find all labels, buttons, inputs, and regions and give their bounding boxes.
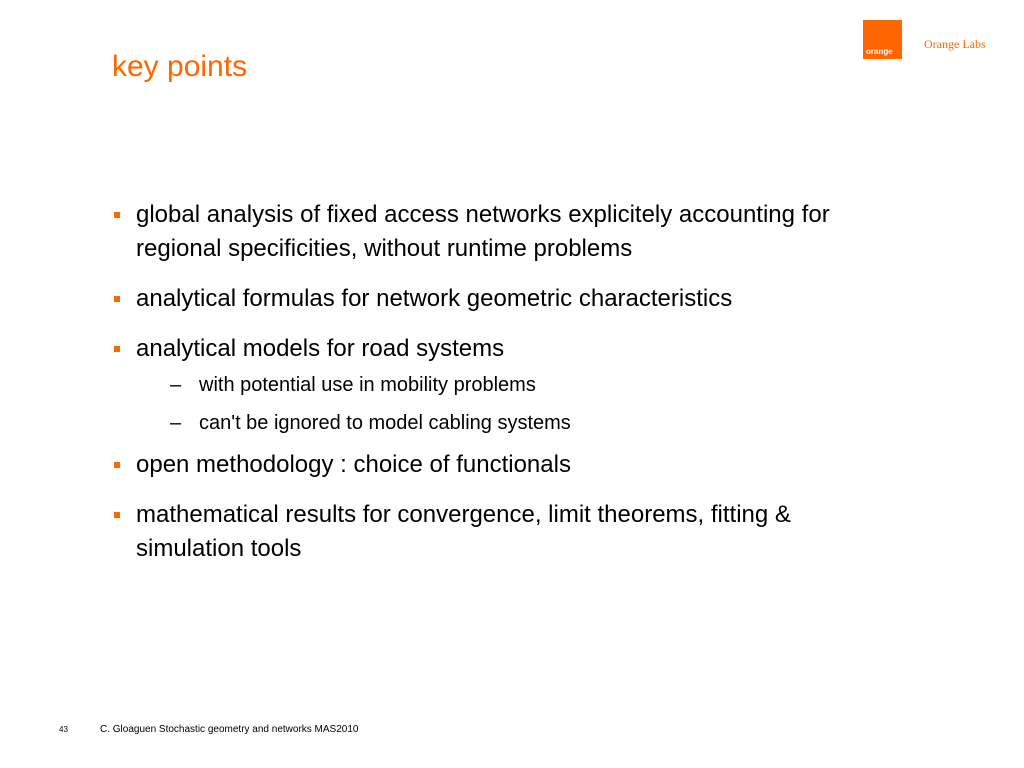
dash-marker: – (170, 374, 182, 396)
page-number: 43 (59, 725, 68, 734)
sub-bullet-text: with potential use in mobility problems (199, 374, 536, 396)
sub-bullet-list (112, 372, 902, 436)
sub-list-container (112, 372, 902, 436)
bullet-item (112, 198, 902, 266)
sub-bullet-item (112, 410, 902, 436)
orange-logo (863, 20, 902, 59)
square-bullet-icon (114, 346, 120, 352)
square-bullet-icon (114, 296, 120, 302)
square-bullet-icon (114, 462, 120, 468)
bullet-text: mathematical results for convergence, limit theorems, fitting & simulation tools (136, 501, 791, 562)
bullet-item (112, 332, 902, 366)
bullet-text: open methodology : choice of functionals (136, 451, 571, 478)
bullet-item (112, 282, 902, 316)
slide-title: key points (112, 50, 248, 83)
sub-bullet-item (112, 372, 902, 398)
sub-bullet-text: can't be ignored to model cabling systems (199, 412, 571, 434)
bullet-text: global analysis of fixed access networks explicitely accounting for regional specificities, without runtime problems (136, 201, 830, 262)
footer-text: C. Gloaguen Stochastic geometry and networks MAS2010 (100, 724, 359, 735)
orange-labs-label: Orange Labs (924, 37, 986, 51)
square-bullet-icon (114, 512, 120, 518)
bullet-text: analytical models for road systems (136, 335, 505, 362)
bullet-item (112, 448, 902, 482)
bullet-list (112, 198, 902, 582)
bullet-text: analytical formulas for network geometric characteristics (136, 285, 733, 312)
bullet-item (112, 498, 902, 566)
square-bullet-icon (114, 212, 120, 218)
dash-marker: – (170, 412, 182, 434)
logo-word: orange (866, 47, 893, 56)
